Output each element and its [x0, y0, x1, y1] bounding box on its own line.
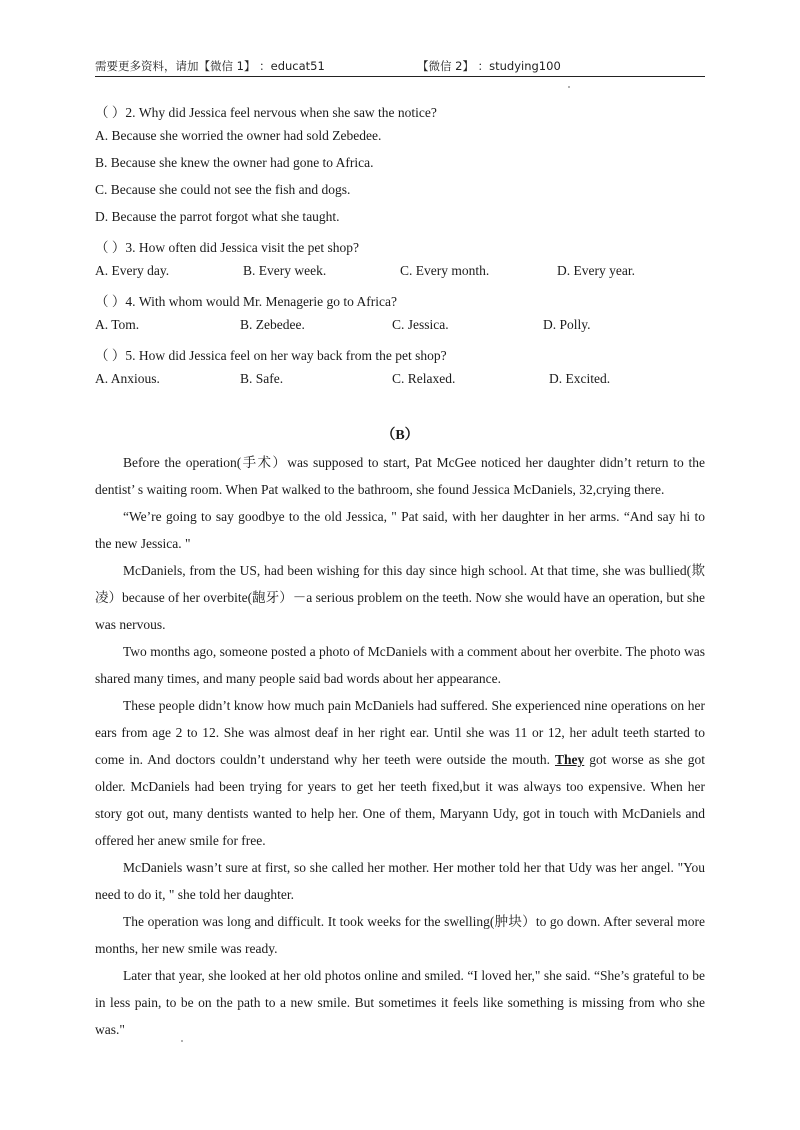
question-option: D. Because the parrot forgot what she taught.	[95, 209, 340, 224]
passage-paragraph: Before the operation(手术）was supposed to start, Pat McGee noticed her daughter didn’t return to the dentist’ s waiting room. When Pat walked to the bathroom, she found Jessica McDaniels, 32,crying there.	[95, 455, 705, 497]
question-option: D. Excited.	[549, 371, 611, 386]
page-header	[95, 58, 705, 77]
passage-paragraph: “We’re going to say goodbye to the old Jessica, " Pat said, with her daughter in her arms. “And say hi to the new Jessica. "	[95, 509, 705, 551]
question-option: B. Safe.	[240, 371, 284, 386]
passage-paragraph: Later that year, she looked at her old photos online and smiled. “I loved her," she said. “She’s grateful to be in less pain, to be on the path to a new smile. But sometimes it feels like something is missing from who she was."	[95, 968, 705, 1037]
passage-text: got worse as she got older. McDaniels had been trying for years to get her teeth fixed,but it was always too expensive. When her story got out, many dentists wanted to help her. One of them, Maryann Udy, got in touch with McDaniels and offered her anew smile for free.	[95, 752, 705, 848]
underlined-word-they: They	[555, 752, 585, 767]
question-option: C. Every month.	[400, 263, 490, 278]
passage-paragraph	[95, 692, 705, 854]
reading-passage	[95, 449, 705, 1043]
question-option: B. Zebedee.	[240, 317, 305, 332]
header-contact-right: 【微信 2】 ：studying100	[417, 59, 561, 73]
question-stem: （ ）2. Why did Jessica feel nervous when she saw the notice?	[95, 105, 437, 120]
passage-paragraph: Two months ago, someone posted a photo of McDaniels with a comment about her overbite. The photo was shared many times, and many people said bad words about her appearance.	[95, 644, 705, 686]
question-option: C. Jessica.	[392, 317, 449, 332]
question-option: C. Relaxed.	[392, 371, 456, 386]
question-option: A. Anxious.	[95, 371, 160, 386]
question-option: D. Every year.	[557, 263, 635, 278]
stray-dot	[568, 86, 570, 88]
passage-paragraph: The operation was long and difficult. It took weeks for the swelling(肿块）to go down. After several more months, her new smile was ready.	[95, 914, 705, 956]
question-option: A. Because she worried the owner had sold Zebedee.	[95, 128, 382, 143]
question-option: A. Tom.	[95, 317, 140, 332]
passage-text: These people didn’t know how much pain McDaniels had suffered. She experienced nine operations on her ears from age 2 to 12. She was almost deaf in her right ear. Until she was 11 or 12, her adult teeth started to come in. And doctors couldn’t understand why her teeth were outside the mouth.	[95, 698, 705, 767]
header-contact-left: 需要更多资料，请加【微信 1】 ：educat51	[95, 59, 325, 73]
passage-paragraph: McDaniels wasn’t sure at first, so she called her mother. Her mother told her that Udy was her angel. "You need to do it, " she told her daughter.	[95, 860, 705, 902]
question-option: D. Polly.	[543, 317, 591, 332]
question-option: A. Every day.	[95, 263, 170, 278]
stray-dot	[181, 1040, 183, 1042]
question-stem: （ ）4. With whom would Mr. Menagerie go to Africa?	[95, 294, 398, 309]
question-option: B. Because she knew the owner had gone to Africa.	[95, 155, 374, 170]
question-option: B. Every week.	[243, 263, 327, 278]
question-stem: （ ）5. How did Jessica feel on her way back from the pet shop?	[95, 348, 447, 363]
question-option: C. Because she could not see the fish and dogs.	[95, 182, 351, 197]
passage-paragraph: McDaniels, from the US, had been wishing for this day since high school. At that time, she was bullied(欺凌）because of her overbite(龅牙）－a serious problem on the teeth. Now she would have an operation, but she was nervous.	[95, 563, 705, 632]
question-stem: （ ）3. How often did Jessica visit the pet shop?	[95, 240, 359, 255]
section-title: （B）	[381, 428, 419, 443]
